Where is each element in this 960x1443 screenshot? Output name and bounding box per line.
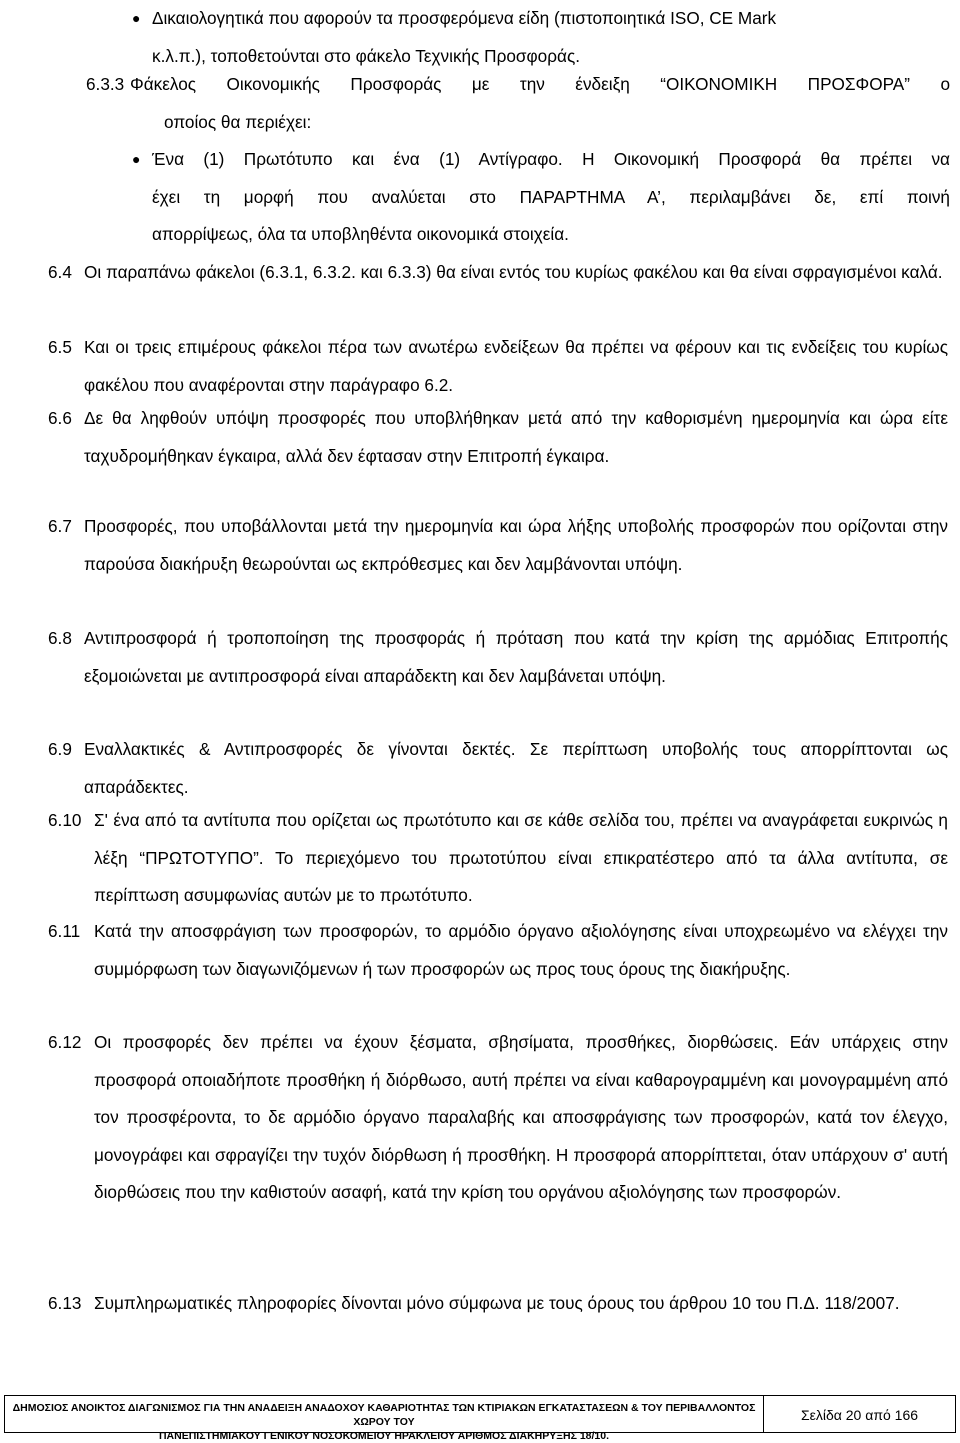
item-text: Οι προσφορές δεν πρέπει να έχουν ξέσματα, σβησίματα, προσθήκες, διορθώσεις. Εάν υπάρχεις στην προσφορά οποιαδήποτε προσθήκη ή διόρθωσο, αυτή πρέπει να είναι καθαρογραμμένη και μονογραμμένη από τον προσφέροντα, το δε αρμόδιο όργανο παραλαβής και αποσφράγισης των προσφορών, κατά τον έλεγχο, μονογράφει και σφραγίζει την τυχόν διόρθωση ή προσθήκη. Η προσφορά απορρίπτεται, όταν υπάρχουν σ' αυτή διορθώσεις που την καθιστούν ασαφή, κατά την κρίση του οργάνου αξιολόγησης των προσφορών.: [94, 1032, 948, 1202]
item-number: 6.8: [48, 628, 72, 648]
item-text: Φάκελος Οικονομικής Προσφοράς με την ένδειξη “ΟΙΚΟΝΟΜΙΚΗ ΠΡΟΣΦΟΡΑ” ο: [130, 74, 950, 94]
item-number: 6.6: [48, 408, 72, 428]
item-text: Προσφορές, που υποβάλλονται μετά την ημερομηνία και ώρα λήξης υποβολής προσφορών που ορίζονται στην παρούσα διακήρυξη θεωρούνται ως εκπρόθεσμες και δεν λαμβάνονται υπόψη.: [84, 516, 948, 574]
bullet-line: απορρίψεως, όλα τα υποβληθέντα οικονομικά στοιχεία.: [152, 224, 569, 244]
item-6-10: [48, 802, 948, 915]
item-number: 6.10: [48, 810, 82, 830]
item-6-9: [48, 731, 948, 806]
item-6-12: [48, 1024, 948, 1212]
item-number: 6.11: [48, 921, 81, 941]
item-6-11: [48, 913, 948, 988]
item-text: Σ' ένα από τα αντίτυπα που ορίζεται ως πρωτότυπο και σε κάθε σελίδα του, πρέπει να αναγράφεται ευκρινώς η λέξη “ΠΡΩΤΟΤΥΠΟ”. Το περιεχόμενο του πρωτοτύπου είναι επικρατέστερο από τα άλλα αντίτυπα, σε περίπτωση ασυμφωνίας αυτών με το πρωτότυπο.: [94, 810, 948, 905]
footer-line: ΔΗΜΟΣΙΟΣ ΑΝΟΙΚΤΟΣ ΔΙΑΓΩΝΙΣΜΟΣ ΓΙΑ ΤΗΝ ΑΝΑΔΕΙΞΗ ΑΝΑΔΟΧΟΥ ΚΑΘΑΡΙΟΤΗΤΑΣ ΤΩΝ ΚΤΙΡΙΑΚΩΝ ΕΓΚΑΤΑΣΤΑΣΕΩΝ & ΤΟΥ ΠΕΡΙΒΑΛΛΟΝΤΟΣ ΧΩΡΟΥ ΤΟΥ: [12, 1402, 756, 1428]
bullet-dot-icon: ●: [132, 151, 141, 167]
footer-line: ΠΑΝΕΠΙΣΤΗΜΙΑΚΟΥ ΓΕΝΙΚΟΥ ΝΟΣΟΚΟΜΕΙΟΥ ΗΡΑΚΛΕΙΟΥ ΑΡΙΘΜΟΣ ΔΙΑΚΗΡΥΞΗΣ 18/10.: [158, 1430, 610, 1442]
item-6-13: [48, 1285, 948, 1323]
item-6-8: [48, 620, 948, 695]
item-number: 6.4: [48, 262, 72, 282]
bullet-line: Ένα (1) Πρωτότυπο και ένα (1) Αντίγραφο. Η Οικονομική Προσφορά θα πρέπει να: [152, 149, 950, 169]
item-number: 6.3.3: [86, 74, 125, 94]
item-number: 6.9: [48, 739, 72, 759]
bullet-line: έχει τη μορφή που αναλύεται στο ΠΑΡΑΡΤΗΜΑ Α’, περιλαμβάνει δε, επί ποινή: [152, 186, 950, 207]
item-number: 6.13: [48, 1293, 82, 1313]
item-number: 6.7: [48, 516, 72, 536]
item-6-7: [48, 508, 948, 583]
bullet-line: Δικαιολογητικά που αφορούν τα προσφερόμενα είδη (πιστοποιητικά ISO, CE Mark: [152, 8, 777, 28]
page-footer: [0, 1395, 960, 1442]
page-number: Σελίδα 20 από 166: [764, 1395, 956, 1433]
bullet-financial-offer: [132, 141, 950, 254]
bullet-dot-icon: ●: [132, 10, 141, 26]
item-text: Αντιπροσφορά ή τροποποίηση της προσφοράς ή πρόταση που κατά την κρίση της αρμόδιας Επιτροπής εξομοιώνεται με αντιπροσφορά είναι απαράδεκτη και δεν λαμβάνεται υπόψη.: [84, 628, 948, 686]
item-text: Δε θα ληφθούν υπόψη προσφορές που υποβλήθηκαν μετά από την καθορισμένη ημερομηνία και ώρα είτε ταχυδρομήθηκαν έγκαιρα, αλλά δεν έφτασαν στην Επιτροπή έγκαιρα.: [84, 408, 948, 466]
item-number: 6.12: [48, 1032, 82, 1052]
item-text: Εναλλακτικές & Αντιπροσφορές δε γίνονται δεκτές. Σε περίπτωση υποβολής τους απορρίπτονται ως απαράδεκτες.: [84, 739, 948, 797]
item-6-4: [48, 254, 948, 292]
bullet-certificates: [132, 0, 950, 75]
item-6-5: [48, 329, 948, 404]
item-text: Κατά την αποσφράγιση των προσφορών, το αρμόδιο όργανο αξιολόγησης είναι υποχρεωμένο να ελέγχει την συμμόρφωση των διαγωνιζόμενων ή των προσφορών ως προς τους όρους της διακήρυξης.: [94, 921, 948, 979]
bullet-line: κ.λ.π.), τοποθετούνται στο φάκελο Τεχνικής Προσφοράς.: [152, 45, 581, 66]
item-text: Και οι τρεις επιμέρους φάκελοι πέρα των ανωτέρω ενδείξεων θα πρέπει να φέρουν και τις ενδείξεις του κυρίως φακέλου που αναφέρονται στην παράγραφο 6.2.: [84, 337, 948, 395]
item-6-3-3: [86, 66, 950, 141]
footer-tender-title: [4, 1395, 764, 1442]
item-text: Συμπληρωματικές πληροφορίες δίνονται μόνο σύμφωνα με τους όρους του άρθρου 10 του Π.Δ. 118/2007.: [94, 1293, 900, 1313]
item-number: 6.5: [48, 337, 72, 357]
item-text: Οι παραπάνω φάκελοι (6.3.1, 6.3.2. και 6.3.3) θα είναι εντός του κυρίως φακέλου και θα είναι σφραγισμένοι καλά.: [84, 262, 943, 282]
item-text: οποίος θα περιέχει:: [164, 111, 312, 132]
item-6-6: [48, 400, 948, 475]
